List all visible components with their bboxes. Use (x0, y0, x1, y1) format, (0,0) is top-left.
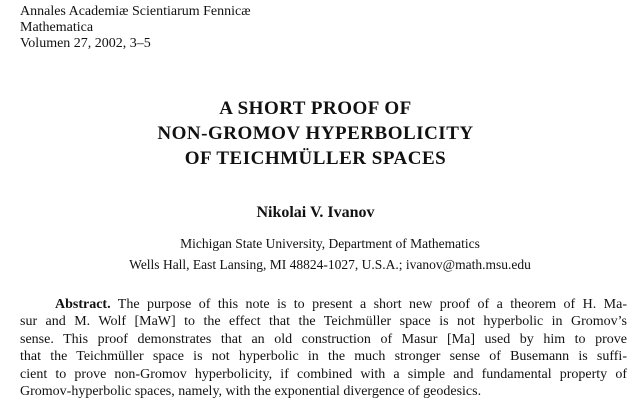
journal-header (20, 4, 251, 52)
journal-series: Mathematica (20, 20, 94, 35)
author-name: Nikolai V. Ivanov (256, 204, 375, 221)
journal-volume: Volumen 27, 2002, 3–5 (20, 36, 151, 51)
title-line: OF TEICHMÜLLER SPACES (184, 148, 447, 169)
abstract-label: Abstract. (55, 297, 111, 312)
journal-name: Annales Academiæ Scientiarum Fennicæ (20, 4, 251, 19)
title-line: A SHORT PROOF OF (219, 98, 412, 119)
affiliation (0, 233, 631, 275)
abstract-line: Abstract. The purpose of this note is to present a short new proof of a theorem of H. Ma- (55, 297, 627, 312)
abstract (20, 296, 627, 400)
abstract-line: sur and M. Wolf [MaW] to the effect that the Teichmüller space is not hyperbolic in Gromov’s (20, 314, 627, 330)
affiliation-line: Michigan State University, Department of Mathematics (180, 236, 480, 251)
abstract-line: that the Teichmüller space is not hyperbolic in the much stronger sense of Busemann is suffi- (20, 349, 627, 365)
paper-title (0, 96, 631, 171)
abstract-line: Gromov-hyperbolic spaces, namely, with the exponential divergence of geodesics. (20, 384, 482, 400)
abstract-line: sense. This proof demonstrates that an old construction of Masur [Ma] used by him to prove (20, 331, 627, 347)
abstract-line: cient to prove non-Gromov hyperbolicity, if combined with a simple and fundamental property of (20, 366, 627, 382)
title-line: NON-GROMOV HYPERBOLICITY (157, 123, 474, 144)
affiliation-line: Wells Hall, East Lansing, MI 48824-1027, U.S.A.; ivanov@math.msu.edu (129, 257, 531, 272)
